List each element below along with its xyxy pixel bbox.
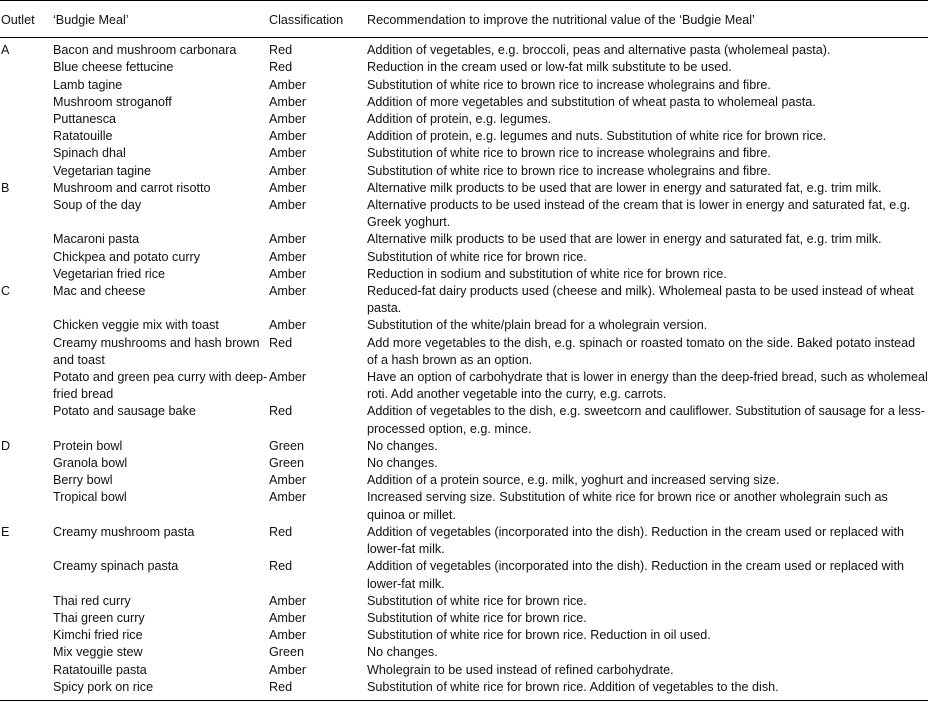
cell-outlet — [0, 610, 53, 627]
table-row — [0, 455, 928, 472]
cell-classification: Amber — [269, 94, 307, 109]
cell-meal: Vegetarian tagine — [53, 163, 152, 178]
cell-classification: Amber — [269, 284, 307, 299]
cell-recommendation: Wholegrain to be used instead of refined carbohydrate. — [367, 662, 674, 677]
cell-outlet — [0, 644, 53, 661]
cell-outlet — [0, 489, 53, 523]
table-body — [0, 38, 928, 701]
cell-recommendation: Substitution of white rice for brown rice. Reduction in oil used. — [367, 628, 711, 643]
cell-outlet — [0, 472, 53, 489]
table-row — [0, 662, 928, 679]
cell-recommendation: Addition of a protein source, e.g. milk, yoghurt and increased serving size. — [367, 473, 780, 488]
cell-outlet — [0, 455, 53, 472]
cell-classification: Amber — [269, 490, 307, 505]
cell-recommendation: Increased serving size. Substitution of white rice for brown rice or another wholegrain such as quinoa or millet. — [367, 490, 888, 522]
cell-recommendation: Have an option of carbohydrate that is lower in energy than the deep-fried bread, such as wholemeal roti. Add another vegetable into the curry, e.g. carrots. — [367, 370, 928, 402]
table-row — [0, 472, 928, 489]
cell-classification: Amber — [269, 180, 307, 195]
header-classification: Classification — [269, 1, 367, 38]
cell-recommendation: Substitution of white rice for brown rice. — [367, 610, 587, 625]
cell-classification: Amber — [269, 628, 307, 643]
cell-recommendation: Reduced-fat dairy products used (cheese and milk). Wholemeal pasta to be used instead of wheat pasta. — [367, 284, 914, 316]
cell-recommendation: Substitution of white rice for brown rice. Addition of vegetables to the dish. — [367, 679, 928, 701]
table-row — [0, 128, 928, 145]
cell-meal: Chicken veggie mix with toast — [53, 318, 219, 333]
cell-outlet: E — [1, 524, 10, 539]
cell-classification: Red — [269, 404, 293, 419]
table-row — [0, 679, 928, 701]
cell-outlet — [0, 197, 53, 231]
cell-meal: Kimchi fried rice — [53, 628, 143, 643]
cell-outlet — [0, 94, 53, 111]
table-row — [0, 38, 928, 60]
cell-recommendation: Addition of vegetables (incorporated into the dish). Reduction in the cream used or replaced with lower-fat milk. — [367, 524, 904, 557]
cell-classification: Amber — [269, 112, 307, 127]
cell-meal: Potato and green pea curry with deep-fried bread — [53, 370, 268, 402]
table-row — [0, 283, 928, 317]
cell-outlet — [0, 59, 53, 76]
cell-outlet — [0, 679, 53, 701]
table-row — [0, 438, 928, 455]
cell-meal: Creamy spinach pasta — [53, 559, 179, 574]
cell-outlet — [0, 558, 53, 592]
cell-classification: Amber — [269, 198, 307, 213]
cell-classification: Red — [269, 43, 293, 58]
cell-recommendation: Reduction in sodium and substitution of white rice for brown rice. — [367, 266, 727, 281]
cell-recommendation: No changes. — [367, 456, 438, 471]
cell-meal: Soup of the day — [53, 198, 142, 213]
cell-outlet: B — [1, 180, 10, 195]
table-row — [0, 317, 928, 334]
cell-recommendation: Alternative milk products to be used that are lower in energy and saturated fat, e.g. trim milk. — [367, 232, 882, 247]
header-row — [0, 1, 928, 38]
cell-recommendation: Add more vegetables to the dish, e.g. spinach or roasted tomato on the side. Baked potato instead of a hash brown as an option. — [367, 335, 916, 367]
cell-meal: Creamy mushroom pasta — [53, 524, 195, 539]
cell-recommendation: Substitution of white rice for brown rice. — [367, 249, 587, 264]
table-row — [0, 77, 928, 94]
cell-outlet — [0, 249, 53, 266]
cell-classification: Amber — [269, 129, 307, 144]
cell-meal: Berry bowl — [53, 473, 113, 488]
cell-meal: Protein bowl — [53, 438, 123, 453]
cell-recommendation: Addition of protein, e.g. legumes. — [367, 112, 552, 127]
cell-classification: Amber — [269, 593, 307, 608]
cell-classification: Amber — [269, 232, 307, 247]
cell-meal: Lamb tagine — [53, 77, 123, 92]
cell-meal: Thai green curry — [53, 610, 145, 625]
header-outlet: Outlet — [0, 1, 53, 38]
cell-meal: Spicy pork on rice — [53, 679, 269, 701]
table-row — [0, 524, 928, 558]
cell-meal: Chickpea and potato curry — [53, 249, 201, 264]
cell-meal: Spinach dhal — [53, 146, 126, 161]
cell-outlet — [0, 111, 53, 128]
table-row — [0, 197, 928, 231]
cell-classification: Amber — [269, 370, 307, 385]
table-row — [0, 489, 928, 523]
table-row — [0, 610, 928, 627]
table-row — [0, 593, 928, 610]
table-row — [0, 627, 928, 644]
table-row — [0, 558, 928, 592]
cell-classification: Green — [269, 456, 305, 471]
cell-outlet — [0, 163, 53, 180]
table-row — [0, 266, 928, 283]
cell-classification: Amber — [269, 662, 307, 677]
cell-outlet — [0, 403, 53, 437]
cell-recommendation: Substitution of white rice to brown rice to increase wholegrains and fibre. — [367, 146, 771, 161]
table-row — [0, 59, 928, 76]
cell-classification: Amber — [269, 266, 307, 281]
table-row — [0, 163, 928, 180]
cell-meal: Vegetarian fried rice — [53, 266, 166, 281]
cell-outlet — [0, 231, 53, 248]
table-row — [0, 111, 928, 128]
cell-classification: Amber — [269, 473, 307, 488]
cell-outlet — [0, 662, 53, 679]
cell-outlet: D — [1, 438, 11, 453]
table-row — [0, 180, 928, 197]
cell-meal: Mushroom stroganoff — [53, 94, 172, 109]
table-row — [0, 369, 928, 403]
cell-classification: Red — [269, 524, 293, 539]
cell-classification: Green — [269, 645, 305, 660]
table-row — [0, 145, 928, 162]
cell-recommendation: Addition of more vegetables and substitution of wheat pasta to wholemeal pasta. — [367, 94, 816, 109]
cell-meal: Thai red curry — [53, 593, 131, 608]
cell-recommendation: Addition of protein, e.g. legumes and nuts. Substitution of white rice for brown rice. — [367, 129, 827, 144]
cell-recommendation: Substitution of white rice to brown rice to increase wholegrains and fibre. — [367, 163, 771, 178]
cell-classification: Amber — [269, 249, 307, 264]
cell-classification: Amber — [269, 77, 307, 92]
cell-recommendation: Alternative products to be used instead of the cream that is lower in energy and saturated fat, e.g. Greek yoghurt. — [367, 198, 911, 230]
cell-meal: Mushroom and carrot risotto — [53, 180, 211, 195]
cell-meal: Granola bowl — [53, 456, 128, 471]
cell-outlet — [0, 317, 53, 334]
cell-meal: Blue cheese fettucine — [53, 60, 174, 75]
cell-recommendation: Addition of vegetables to the dish, e.g. sweetcorn and cauliflower. Substitution of sausage for a less-processed option, e.g. mince. — [367, 404, 925, 436]
cell-meal: Macaroni pasta — [53, 232, 140, 247]
cell-outlet — [0, 369, 53, 403]
cell-meal: Ratatouille pasta — [53, 662, 147, 677]
cell-recommendation: Substitution of the white/plain bread for a wholegrain version. — [367, 318, 708, 333]
cell-recommendation: Alternative milk products to be used that are lower in energy and saturated fat, e.g. trim milk. — [367, 180, 882, 195]
cell-recommendation: Substitution of white rice to brown rice to increase wholegrains and fibre. — [367, 77, 771, 92]
table-row — [0, 249, 928, 266]
header-meal: ‘Budgie Meal’ — [53, 1, 269, 38]
cell-classification: Amber — [269, 318, 307, 333]
table-row — [0, 403, 928, 437]
cell-outlet — [0, 627, 53, 644]
cell-classification: Red — [269, 559, 293, 574]
cell-outlet — [0, 145, 53, 162]
cell-outlet — [0, 77, 53, 94]
cell-meal: Potato and sausage bake — [53, 404, 196, 419]
cell-classification: Amber — [269, 146, 307, 161]
cell-outlet: C — [1, 284, 11, 299]
cell-meal: Bacon and mushroom carbonara — [53, 43, 237, 58]
cell-recommendation: Addition of vegetables (incorporated into the dish). Reduction in the cream used or replaced with lower-fat milk. — [367, 559, 904, 591]
cell-classification: Red — [269, 60, 293, 75]
cell-recommendation: Addition of vegetables, e.g. broccoli, peas and alternative pasta (wholemeal pasta). — [367, 43, 831, 58]
cell-recommendation: No changes. — [367, 645, 438, 660]
table-row — [0, 231, 928, 248]
table-header — [0, 1, 928, 38]
table-row — [0, 335, 928, 369]
cell-outlet — [0, 335, 53, 369]
cell-recommendation: Reduction in the cream used or low-fat milk substitute to be used. — [367, 60, 732, 75]
cell-classification: Amber — [269, 163, 307, 178]
cell-meal: Ratatouille — [53, 129, 113, 144]
cell-recommendation: Substitution of white rice for brown rice. — [367, 593, 587, 608]
cell-meal: Mix veggie stew — [53, 645, 143, 660]
cell-recommendation: No changes. — [367, 438, 438, 453]
cell-meal: Tropical bowl — [53, 490, 127, 505]
cell-outlet — [0, 593, 53, 610]
cell-meal: Puttanesca — [53, 112, 117, 127]
cell-outlet — [0, 128, 53, 145]
table-row — [0, 94, 928, 111]
cell-outlet — [0, 266, 53, 283]
table-row — [0, 644, 928, 661]
cell-classification: Green — [269, 438, 305, 453]
cell-classification: Amber — [269, 610, 307, 625]
header-recommendation: Recommendation to improve the nutritional value of the ‘Budgie Meal’ — [367, 1, 928, 38]
cell-classification: Red — [269, 335, 293, 350]
cell-classification: Red — [269, 679, 367, 701]
cell-meal: Creamy mushrooms and hash brown and toast — [53, 335, 260, 367]
cell-outlet: A — [1, 43, 10, 58]
cell-meal: Mac and cheese — [53, 284, 146, 299]
